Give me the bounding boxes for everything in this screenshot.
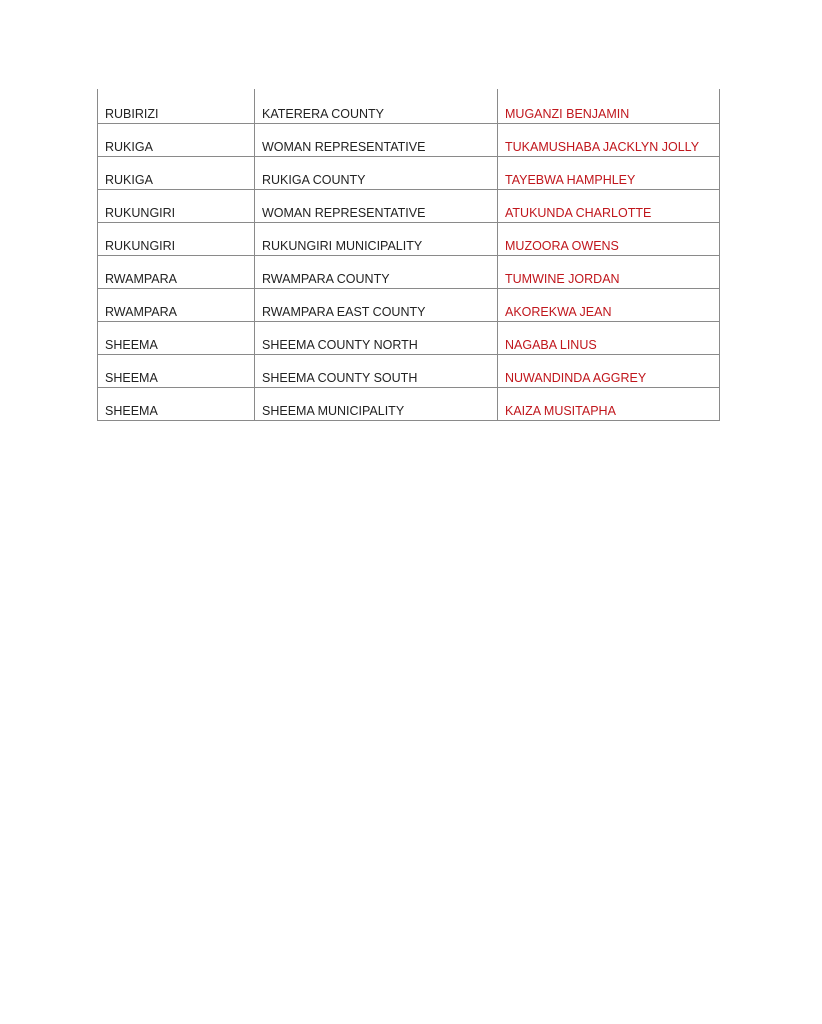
constituency-cell: WOMAN REPRESENTATIVE	[255, 189, 498, 222]
district-cell: RUKIGA	[98, 156, 255, 189]
district-cell: SHEEMA	[98, 387, 255, 420]
district-cell: SHEEMA	[98, 354, 255, 387]
table-row	[98, 89, 720, 123]
table-row	[98, 156, 720, 189]
constituency-cell: RUKIGA COUNTY	[255, 156, 498, 189]
constituency-cell: KATERERA COUNTY	[255, 89, 498, 123]
constituency-cell: WOMAN REPRESENTATIVE	[255, 123, 498, 156]
district-cell: RUKIGA	[98, 123, 255, 156]
winner-cell: ATUKUNDA CHARLOTTE	[498, 189, 720, 222]
table-row	[98, 123, 720, 156]
constituency-cell: SHEEMA MUNICIPALITY	[255, 387, 498, 420]
winner-cell: NUWANDINDA AGGREY	[498, 354, 720, 387]
winner-cell: MUZOORA OWENS	[498, 222, 720, 255]
table-row	[98, 222, 720, 255]
table-row	[98, 321, 720, 354]
winner-cell: TAYEBWA HAMPHLEY	[498, 156, 720, 189]
table-row	[98, 387, 720, 420]
table-row	[98, 288, 720, 321]
winner-cell: TUKAMUSHABA JACKLYN JOLLY	[498, 123, 720, 156]
results-table-body	[98, 89, 720, 420]
district-cell: RUKUNGIRI	[98, 189, 255, 222]
winner-cell: MUGANZI BENJAMIN	[498, 89, 720, 123]
constituency-cell: SHEEMA COUNTY SOUTH	[255, 354, 498, 387]
constituency-cell: RWAMPARA EAST COUNTY	[255, 288, 498, 321]
table-row	[98, 354, 720, 387]
winner-cell: NAGABA LINUS	[498, 321, 720, 354]
winner-cell: TUMWINE JORDAN	[498, 255, 720, 288]
winner-cell: KAIZA MUSITAPHA	[498, 387, 720, 420]
constituency-cell: SHEEMA COUNTY NORTH	[255, 321, 498, 354]
district-cell: RWAMPARA	[98, 288, 255, 321]
district-cell: SHEEMA	[98, 321, 255, 354]
table-row	[98, 255, 720, 288]
constituency-cell: RUKUNGIRI MUNICIPALITY	[255, 222, 498, 255]
district-cell: RUBIRIZI	[98, 89, 255, 123]
winner-cell: AKOREKWA JEAN	[498, 288, 720, 321]
district-cell: RWAMPARA	[98, 255, 255, 288]
constituency-cell: RWAMPARA COUNTY	[255, 255, 498, 288]
table-row	[98, 189, 720, 222]
results-table	[97, 89, 720, 421]
district-cell: RUKUNGIRI	[98, 222, 255, 255]
